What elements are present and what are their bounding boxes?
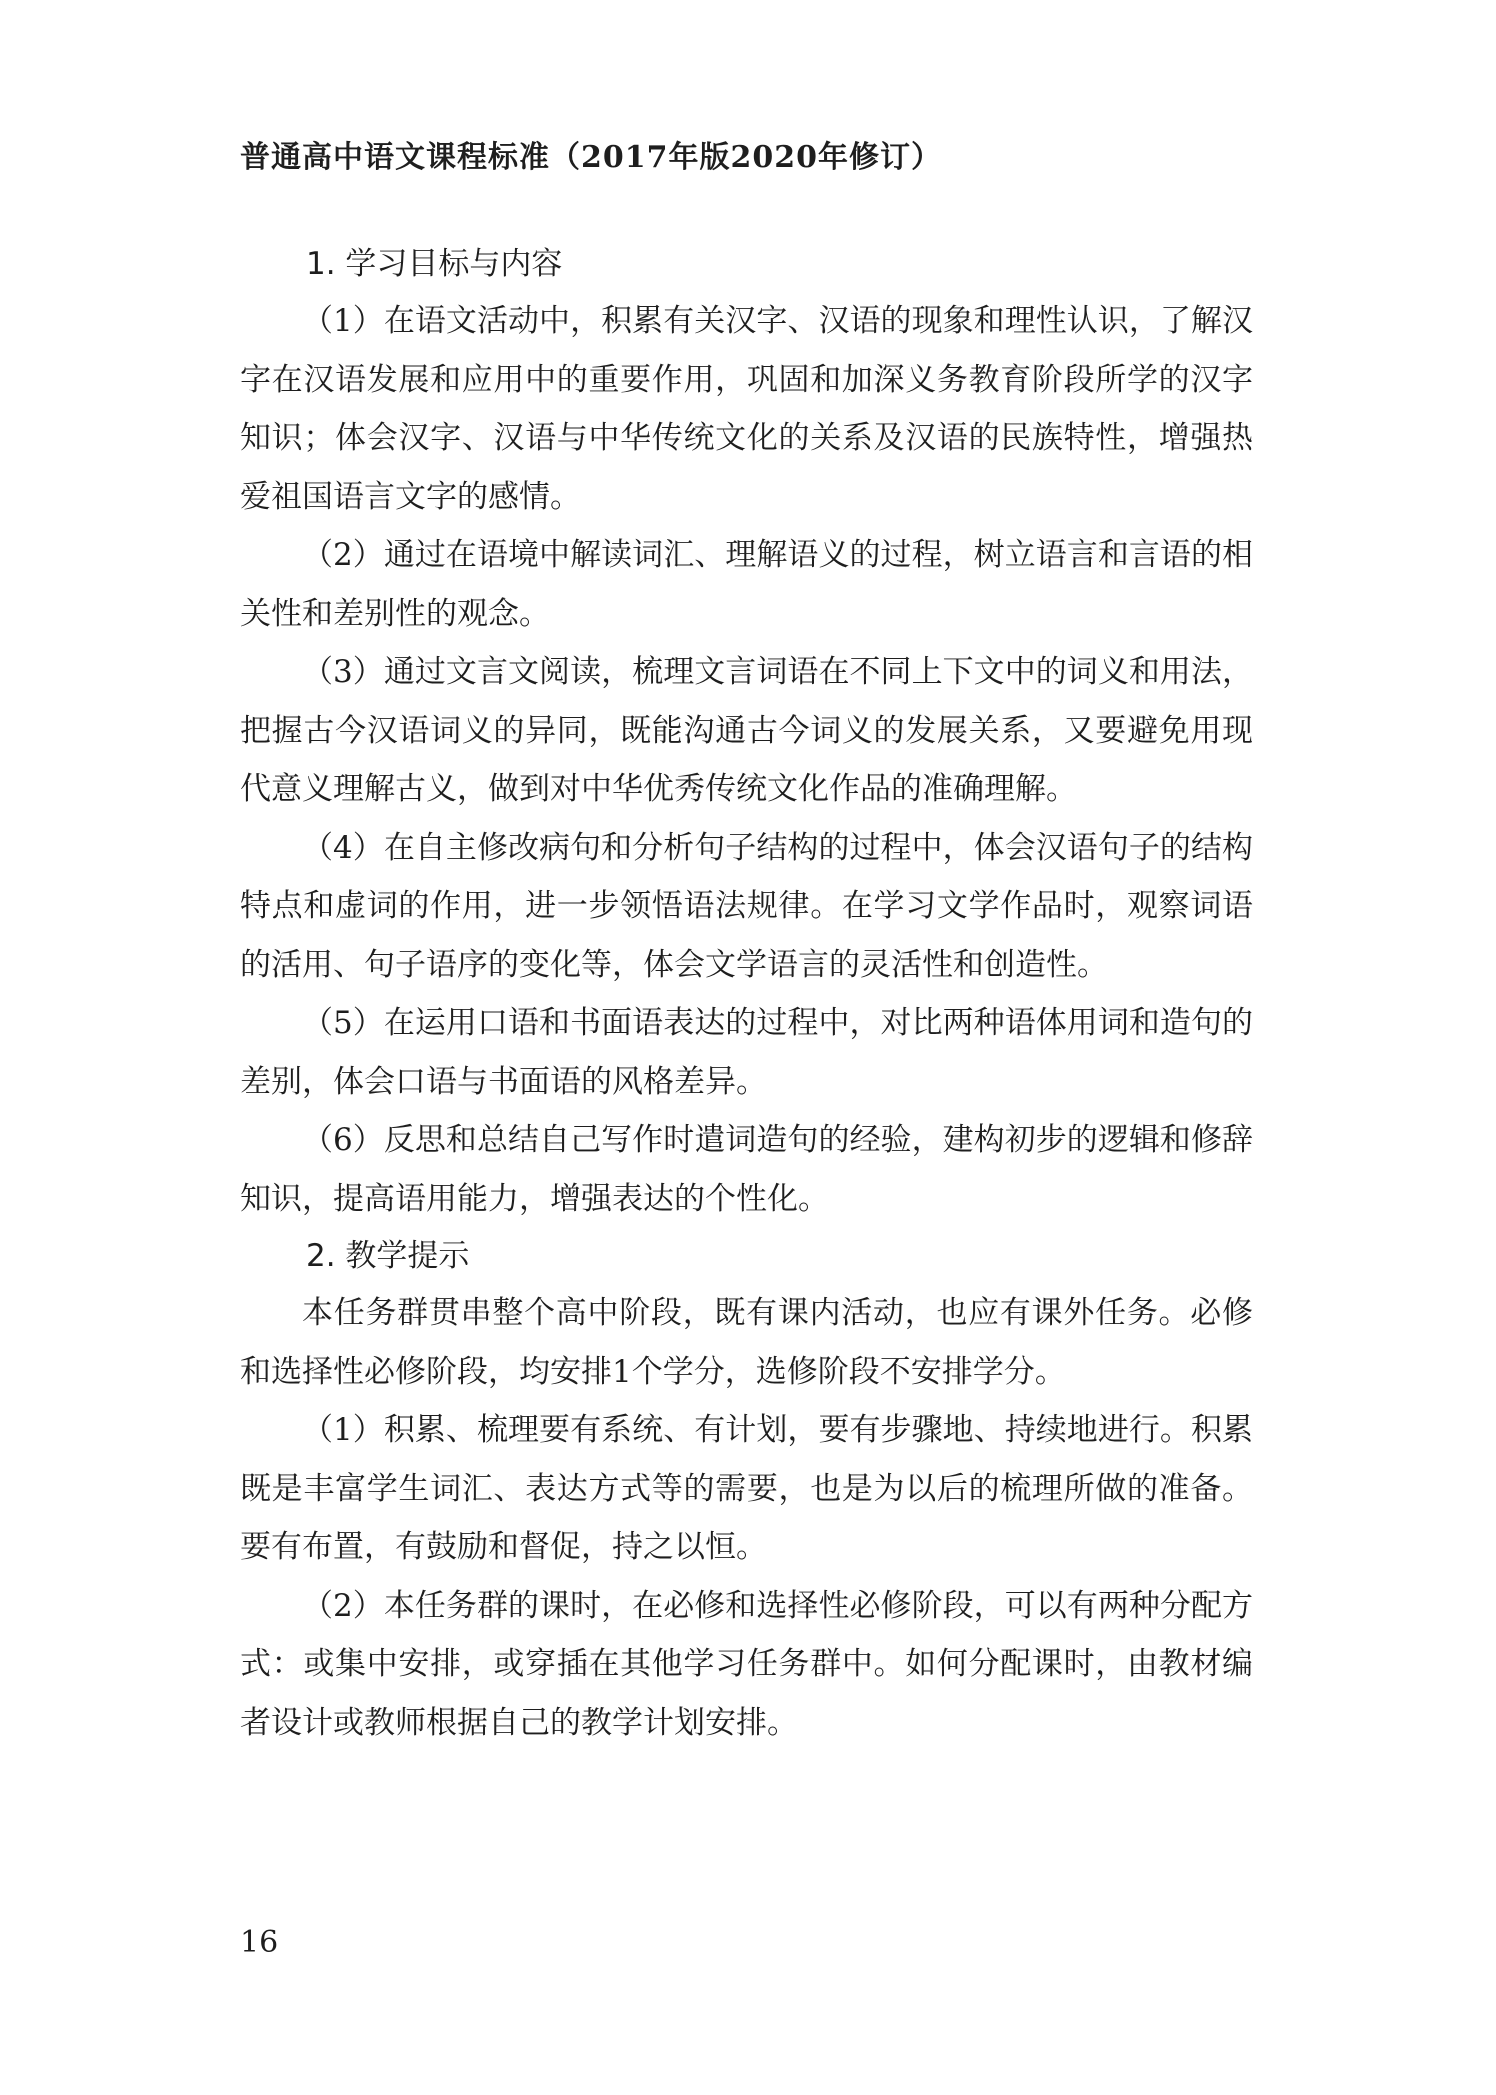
paragraph: （3）通过文言文阅读，梳理文言词语在不同上下文中的词义和用法，把握古今汉语词义的异同，既能沟通古今词义的发展关系，又要避免用现代意义理解古义，做到对中华优秀传统文化作品的准确理解。 xyxy=(240,654,1253,807)
paragraph: （1）积累、梳理要有系统、有计划，要有步骤地、持续地进行。积累既是丰富学生词汇、表达方式等的需要，也是为以后的梳理所做的准备。要有布置，有鼓励和督促，持之以恒。 xyxy=(240,1412,1253,1565)
section-heading: 2. 教学提示 xyxy=(306,1238,470,1274)
page-number: 16 xyxy=(240,1925,279,1960)
section-heading: 1. 学习目标与内容 xyxy=(306,246,563,282)
paragraph: （1）在语文活动中，积累有关汉字、汉语的现象和理性认识，了解汉字在汉语发展和应用中的重要作用，巩固和加深义务教育阶段所学的汉字知识；体会汉字、汉语与中华传统文化的关系及汉语的民族特性，增强热爱祖国语言文字的感情。 xyxy=(240,303,1253,515)
paragraph: （2）本任务群的课时，在必修和选择性必修阶段，可以有两种分配方式：或集中安排，或穿插在其他学习任务群中。如何分配课时，由教材编者设计或教师根据自己的教学计划安排。 xyxy=(240,1587,1253,1741)
paragraph: 本任务群贯串整个高中阶段，既有课内活动，也应有课外任务。必修和选择性必修阶段，均安排1个学分，选修阶段不安排学分。 xyxy=(240,1295,1253,1390)
paragraph: （5）在运用口语和书面语表达的过程中，对比两种语体用词和造句的差别，体会口语与书面语的风格差异。 xyxy=(240,1005,1253,1100)
running-header: 普通高中语文课程标准（2017年版2020年修订） xyxy=(240,140,942,175)
page-body xyxy=(240,236,1253,1752)
paragraph: （4）在自主修改病句和分析句子结构的过程中，体会汉语句子的结构特点和虚词的作用，进一步领悟语法规律。在学习文学作品时，观察词语的活用、句子语序的变化等，体会文学语言的灵活性和创造性。 xyxy=(240,829,1253,983)
paragraph: （2）通过在语境中解读词汇、理解语义的过程，树立语言和言语的相关性和差别性的观念。 xyxy=(240,537,1253,632)
paragraph: （6）反思和总结自己写作时遣词造句的经验，建构初步的逻辑和修辞知识，提高语用能力，增强表达的个性化。 xyxy=(240,1122,1253,1217)
